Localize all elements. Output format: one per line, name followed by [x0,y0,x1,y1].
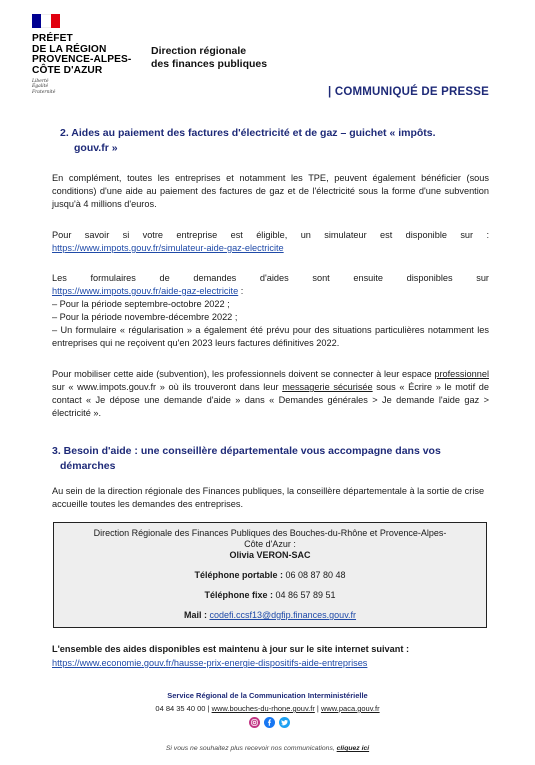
section2-paragraph-3 [52,272,489,350]
para4-professionnel: professionnel [434,369,489,379]
closing-text: L'ensemble des aides disponibles est maintenu à jour sur le site internet suivant : [52,644,410,654]
prefet-logo [32,14,132,95]
motto-line: Fraternité [32,89,56,95]
section3-paragraph: Au sein de la direction régionale des Finances publiques, la conseillère départementale à la sortie de crise accueille toutes les demandes des entreprises. [52,486,485,509]
unsubscribe-text: Si vous ne souhaitez plus recevoir nos communications, [165,745,337,752]
contact-name: Olivia VERON-SAC [229,550,311,560]
contact-mail [54,610,486,621]
contact-org: Direction Régionale des Finances Publiques des Bouches-du-Rhône et Provence-Alpes- [93,528,447,538]
direction-line: Direction régionale [151,45,247,57]
list-item: – Pour la période septembre-octobre 2022 ; [52,299,230,309]
logo-line: PRÉFET [32,33,73,44]
logo-line: DE LA RÉGION [32,43,107,55]
para4-messagerie: messagerie sécurisée [282,382,373,392]
section2-paragraph-4 [52,368,489,420]
social-icons [249,717,290,728]
forms-text: Les formulaires de demandes d'aides sont ensuite disponibles sur [52,273,489,283]
fixed-value: 04 86 57 89 51 [275,590,336,600]
list-item: – Un formulaire « régularisation » a également été prévu pour des situations particulières notamment les entreprises qui ne reçoivent qu'en 2023 leurs factures définitives 2022. [52,325,489,348]
contact-org: Côte d'Azur : [244,539,296,549]
section3-title [52,444,492,474]
para4-text: sous « Écrire » le motif de contact « Je dépose une demande d'aide » dans « Demandes générales > Je demande l'aide gaz > électricité ». [52,382,489,418]
footer-phone: 04 84 35 40 00 [155,704,206,713]
section2-title-line: 2. Aides au paiement des factures d'électricité et de gaz – guichet « impôts. [60,127,436,139]
footer-separator: | [314,704,321,713]
motto [32,79,132,95]
contact-box [53,522,487,628]
contact-fixed [54,590,486,601]
motto-line: Liberté [32,79,49,84]
footer-link-paca[interactable]: www.paca.gouv.fr [320,704,380,713]
section3-title-line: démarches [60,460,116,472]
simulator-link[interactable]: https://www.impots.gouv.fr/simulateur-aide-gaz-electricite [52,243,284,253]
marianne-flag-icon [32,14,60,28]
closing-link[interactable]: https://www.economie.gouv.fr/hausse-prix-energie-dispositifs-aide-entreprises [52,658,368,668]
logo-line: CÔTE D'AZUR [32,64,103,76]
forms-link[interactable]: https://www.impots.gouv.fr/aide-gaz-electricite [52,286,239,296]
direction-title [151,45,267,71]
section3-title-line: 3. Besoin d'aide : une conseillère départementale vous accompagne dans vos [52,445,441,457]
mail-label: Mail : [183,610,210,620]
mobile-value: 06 08 87 80 48 [285,570,346,580]
forms-colon: : [238,286,244,296]
twitter-icon[interactable] [279,717,290,728]
simulator-text: Pour savoir si votre entreprise est éligible, un simulateur est disponible sur : [52,230,489,240]
mobile-label: Téléphone portable : [194,570,286,580]
fixed-label: Téléphone fixe : [204,590,276,600]
list-item: – Pour la période novembre-décembre 2022 ; [52,312,238,322]
mail-link[interactable]: codefi.ccsf13@dgfip.finances.gouv.fr [209,610,357,620]
para4-text: sur « www.impots.gouv.fr » où ils trouveront dans leur [52,382,283,392]
footer-org: Service Régional de la Communication Interministérielle [167,691,368,700]
closing-link-row [52,657,489,670]
logo-line: PROVENCE-ALPES- [32,54,132,65]
unsubscribe [0,745,535,752]
unsubscribe-link[interactable]: cliquez ici [336,745,370,752]
facebook-icon[interactable] [264,717,275,728]
section2-paragraph-2 [52,229,489,255]
para4-text: Pour mobiliser cette aide (subvention), les professionnels doivent se connecter à leur espace [52,369,435,379]
footer-separator: | [205,704,212,713]
logo-title [32,34,132,76]
footer-link-bdr[interactable]: www.bouches-du-rhone.gouv.fr [211,704,315,713]
communique-label: | COMMUNIQUÉ DE PRESSE [328,86,489,98]
instagram-icon[interactable] [249,717,260,728]
section2-title-line: gouv.fr » [74,142,118,154]
section2-title [60,126,436,156]
direction-line: des finances publiques [151,58,268,70]
contact-mobile [54,570,486,581]
section2-paragraph-1: En complément, toutes les entreprises et notamment les TPE, peuvent également bénéficier (sous conditions) d'une aide au paiement des factures de gaz et de l'électricité sous la forme d'une subvention jusqu'à 4 millions d'euros. [52,173,489,209]
motto-line: Égalité [32,84,49,90]
footer-links [0,704,535,713]
